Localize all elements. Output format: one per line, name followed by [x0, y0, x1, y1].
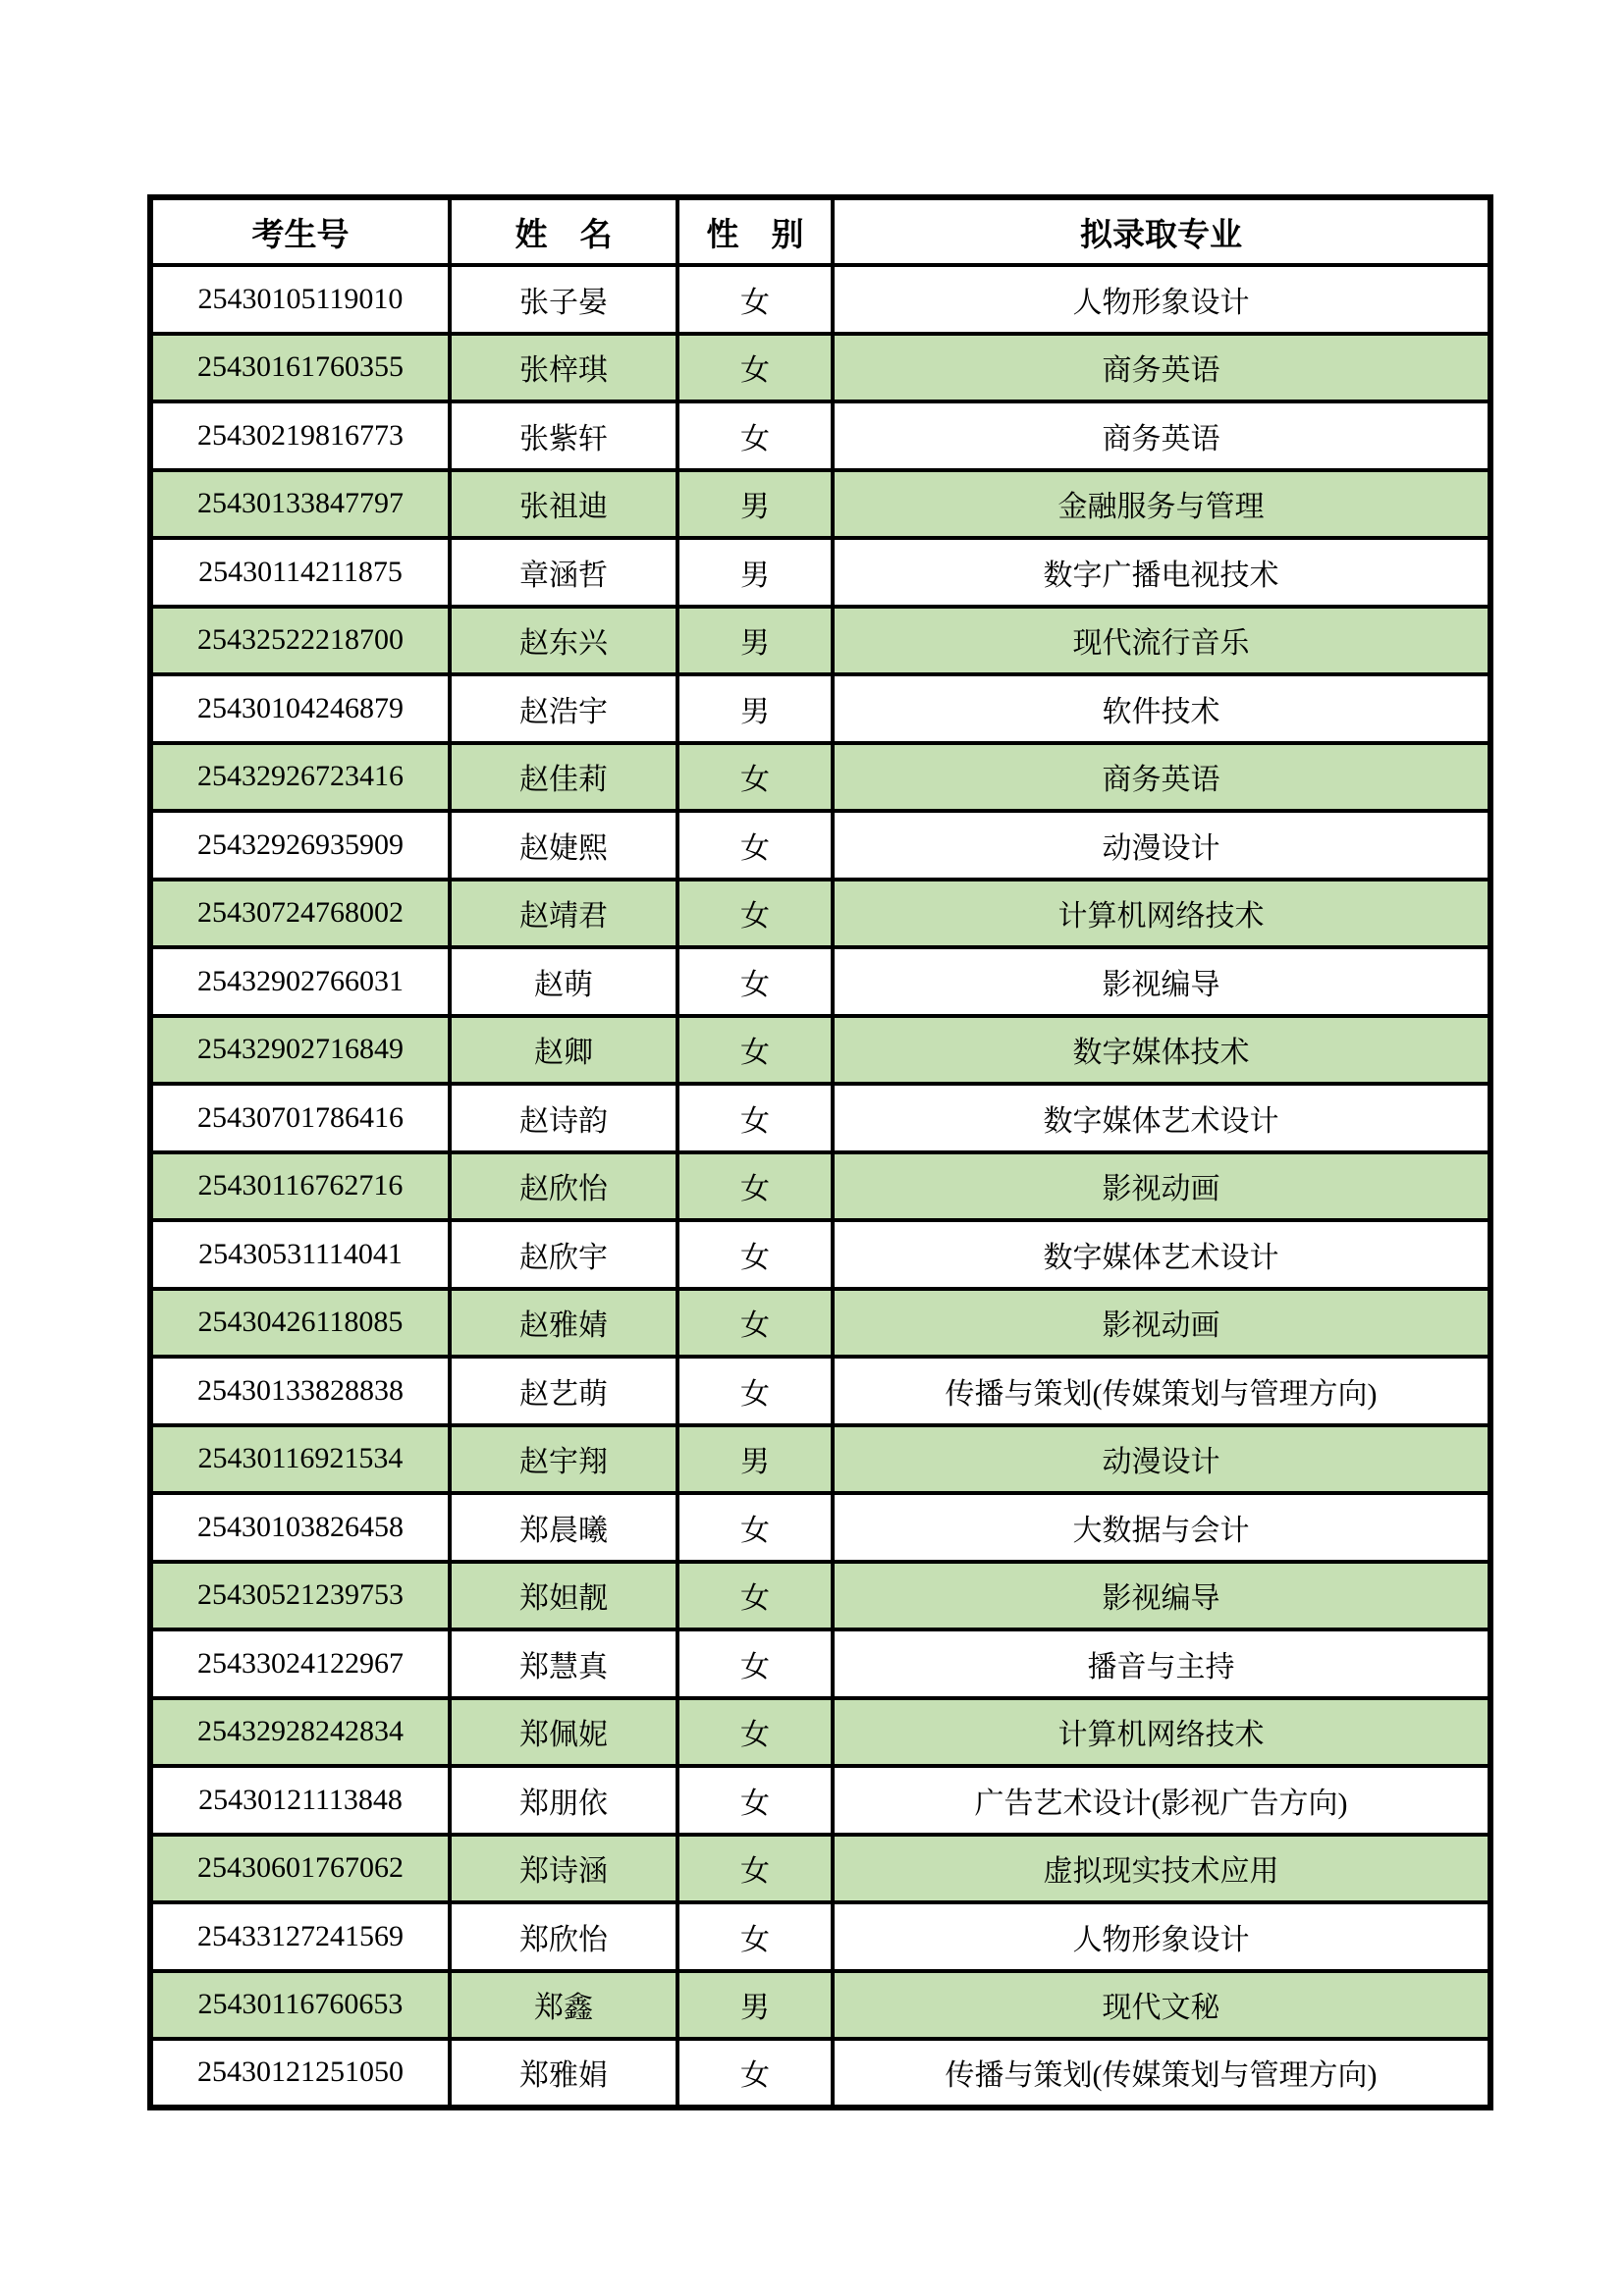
name-cell: 郑朋依 — [450, 1766, 677, 1835]
gender-cell: 女 — [677, 1629, 833, 1698]
major-cell: 现代流行音乐 — [833, 607, 1490, 675]
name-cell: 赵婕熙 — [450, 811, 677, 880]
table-row — [150, 1084, 1490, 1152]
major-cell: 影视编导 — [833, 947, 1490, 1016]
gender-cell: 女 — [677, 1016, 833, 1085]
gender-cell: 女 — [677, 1289, 833, 1358]
major-cell: 广告艺术设计(影视广告方向) — [833, 1766, 1490, 1835]
candidate-number-cell: 25430103826458 — [150, 1493, 450, 1562]
table-row — [150, 947, 1490, 1016]
name-cell: 赵浩宇 — [450, 674, 677, 743]
major-cell: 影视编导 — [833, 1562, 1490, 1630]
table-row — [150, 1766, 1490, 1835]
major-cell: 人物形象设计 — [833, 1902, 1490, 1971]
major-cell: 数字媒体艺术设计 — [833, 1084, 1490, 1152]
major-cell: 影视动画 — [833, 1289, 1490, 1358]
table-row — [150, 538, 1490, 607]
table-row — [150, 607, 1490, 675]
major-cell: 播音与主持 — [833, 1629, 1490, 1698]
candidate-number-cell: 25430121251050 — [150, 2039, 450, 2108]
candidate-number-cell: 25430116921534 — [150, 1425, 450, 1494]
major-cell: 传播与策划(传媒策划与管理方向) — [833, 2039, 1490, 2108]
gender-cell: 女 — [677, 1357, 833, 1425]
table-row — [150, 811, 1490, 880]
header-major: 拟录取专业 — [833, 197, 1490, 265]
table-row — [150, 470, 1490, 539]
candidate-number-cell: 25430133828838 — [150, 1357, 450, 1425]
header-gender: 性 别 — [677, 197, 833, 265]
major-cell: 计算机网络技术 — [833, 1698, 1490, 1767]
candidate-number-cell: 25430116762716 — [150, 1152, 450, 1221]
name-cell: 赵宇翔 — [450, 1425, 677, 1494]
gender-cell: 男 — [677, 1425, 833, 1494]
table-row — [150, 743, 1490, 812]
name-cell: 张紫轩 — [450, 401, 677, 470]
table-row — [150, 1016, 1490, 1085]
name-cell: 赵雅婧 — [450, 1289, 677, 1358]
major-cell: 影视动画 — [833, 1152, 1490, 1221]
name-cell: 赵欣宇 — [450, 1220, 677, 1289]
table-row — [150, 265, 1490, 334]
gender-cell: 男 — [677, 607, 833, 675]
candidate-number-cell: 25433127241569 — [150, 1902, 450, 1971]
gender-cell: 女 — [677, 947, 833, 1016]
major-cell: 金融服务与管理 — [833, 470, 1490, 539]
name-cell: 赵欣怡 — [450, 1152, 677, 1221]
major-cell: 商务英语 — [833, 743, 1490, 812]
name-cell: 章涵哲 — [450, 538, 677, 607]
table-row — [150, 1220, 1490, 1289]
table-row — [150, 674, 1490, 743]
name-cell: 赵萌 — [450, 947, 677, 1016]
gender-cell: 男 — [677, 470, 833, 539]
header-row — [150, 197, 1490, 265]
major-cell: 商务英语 — [833, 401, 1490, 470]
major-cell: 商务英语 — [833, 334, 1490, 402]
table-row — [150, 1902, 1490, 1971]
candidate-number-cell: 25430104246879 — [150, 674, 450, 743]
gender-cell: 男 — [677, 1971, 833, 2040]
name-cell: 郑诗涵 — [450, 1835, 677, 1903]
candidate-number-cell: 25430121113848 — [150, 1766, 450, 1835]
name-cell: 郑雅娟 — [450, 2039, 677, 2108]
candidate-number-cell: 25430531114041 — [150, 1220, 450, 1289]
gender-cell: 女 — [677, 2039, 833, 2108]
major-cell: 数字媒体艺术设计 — [833, 1220, 1490, 1289]
name-cell: 郑佩妮 — [450, 1698, 677, 1767]
candidate-number-cell: 25430161760355 — [150, 334, 450, 402]
name-cell: 郑晨曦 — [450, 1493, 677, 1562]
name-cell: 赵卿 — [450, 1016, 677, 1085]
candidate-number-cell: 25430601767062 — [150, 1835, 450, 1903]
gender-cell: 女 — [677, 743, 833, 812]
table-row — [150, 1562, 1490, 1630]
gender-cell: 女 — [677, 1902, 833, 1971]
name-cell: 赵东兴 — [450, 607, 677, 675]
table-row — [150, 1152, 1490, 1221]
gender-cell: 女 — [677, 265, 833, 334]
gender-cell: 女 — [677, 1562, 833, 1630]
major-cell: 传播与策划(传媒策划与管理方向) — [833, 1357, 1490, 1425]
table-row — [150, 1629, 1490, 1698]
candidate-number-cell: 25430133847797 — [150, 470, 450, 539]
candidate-number-cell: 25432902716849 — [150, 1016, 450, 1085]
table-row — [150, 1493, 1490, 1562]
major-cell: 软件技术 — [833, 674, 1490, 743]
candidate-number-cell: 25432926723416 — [150, 743, 450, 812]
name-cell: 郑鑫 — [450, 1971, 677, 2040]
header-name: 姓 名 — [450, 197, 677, 265]
major-cell: 大数据与会计 — [833, 1493, 1490, 1562]
major-cell: 虚拟现实技术应用 — [833, 1835, 1490, 1903]
table-row — [150, 2039, 1490, 2108]
candidate-number-cell: 25430426118085 — [150, 1289, 450, 1358]
name-cell: 赵艺萌 — [450, 1357, 677, 1425]
name-cell: 郑慧真 — [450, 1629, 677, 1698]
table-row — [150, 1698, 1490, 1767]
major-cell: 动漫设计 — [833, 811, 1490, 880]
candidate-number-cell: 25430219816773 — [150, 401, 450, 470]
name-cell: 赵佳莉 — [450, 743, 677, 812]
admission-table-body — [150, 265, 1490, 2108]
table-row — [150, 1425, 1490, 1494]
gender-cell: 女 — [677, 1698, 833, 1767]
header-candidate-number: 考生号 — [150, 197, 450, 265]
major-cell: 数字媒体技术 — [833, 1016, 1490, 1085]
name-cell: 赵靖君 — [450, 880, 677, 948]
name-cell: 张祖迪 — [450, 470, 677, 539]
candidate-number-cell: 25432902766031 — [150, 947, 450, 1016]
candidate-number-cell: 25432522218700 — [150, 607, 450, 675]
table-row — [150, 401, 1490, 470]
candidate-number-cell: 25430105119010 — [150, 265, 450, 334]
name-cell: 张梓琪 — [450, 334, 677, 402]
candidate-number-cell: 25430521239753 — [150, 1562, 450, 1630]
major-cell: 现代文秘 — [833, 1971, 1490, 2040]
gender-cell: 女 — [677, 1220, 833, 1289]
table-row — [150, 1357, 1490, 1425]
name-cell: 郑欣怡 — [450, 1902, 677, 1971]
gender-cell: 女 — [677, 811, 833, 880]
name-cell: 赵诗韵 — [450, 1084, 677, 1152]
gender-cell: 女 — [677, 880, 833, 948]
name-cell: 郑妲靓 — [450, 1562, 677, 1630]
candidate-number-cell: 25432926935909 — [150, 811, 450, 880]
gender-cell: 男 — [677, 538, 833, 607]
major-cell: 数字广播电视技术 — [833, 538, 1490, 607]
gender-cell: 女 — [677, 1766, 833, 1835]
table-row — [150, 1971, 1490, 2040]
table-row — [150, 1835, 1490, 1903]
gender-cell: 女 — [677, 1084, 833, 1152]
gender-cell: 女 — [677, 1493, 833, 1562]
admission-list-table — [147, 194, 1493, 2110]
table-row — [150, 334, 1490, 402]
candidate-number-cell: 25432928242834 — [150, 1698, 450, 1767]
name-cell: 张子晏 — [450, 265, 677, 334]
candidate-number-cell: 25433024122967 — [150, 1629, 450, 1698]
gender-cell: 男 — [677, 674, 833, 743]
candidate-number-cell: 25430701786416 — [150, 1084, 450, 1152]
gender-cell: 女 — [677, 401, 833, 470]
major-cell: 动漫设计 — [833, 1425, 1490, 1494]
candidate-number-cell: 25430724768002 — [150, 880, 450, 948]
table-row — [150, 1289, 1490, 1358]
major-cell: 计算机网络技术 — [833, 880, 1490, 948]
gender-cell: 女 — [677, 1152, 833, 1221]
gender-cell: 女 — [677, 334, 833, 402]
candidate-number-cell: 25430114211875 — [150, 538, 450, 607]
gender-cell: 女 — [677, 1835, 833, 1903]
table-row — [150, 880, 1490, 948]
major-cell: 人物形象设计 — [833, 265, 1490, 334]
candidate-number-cell: 25430116760653 — [150, 1971, 450, 2040]
